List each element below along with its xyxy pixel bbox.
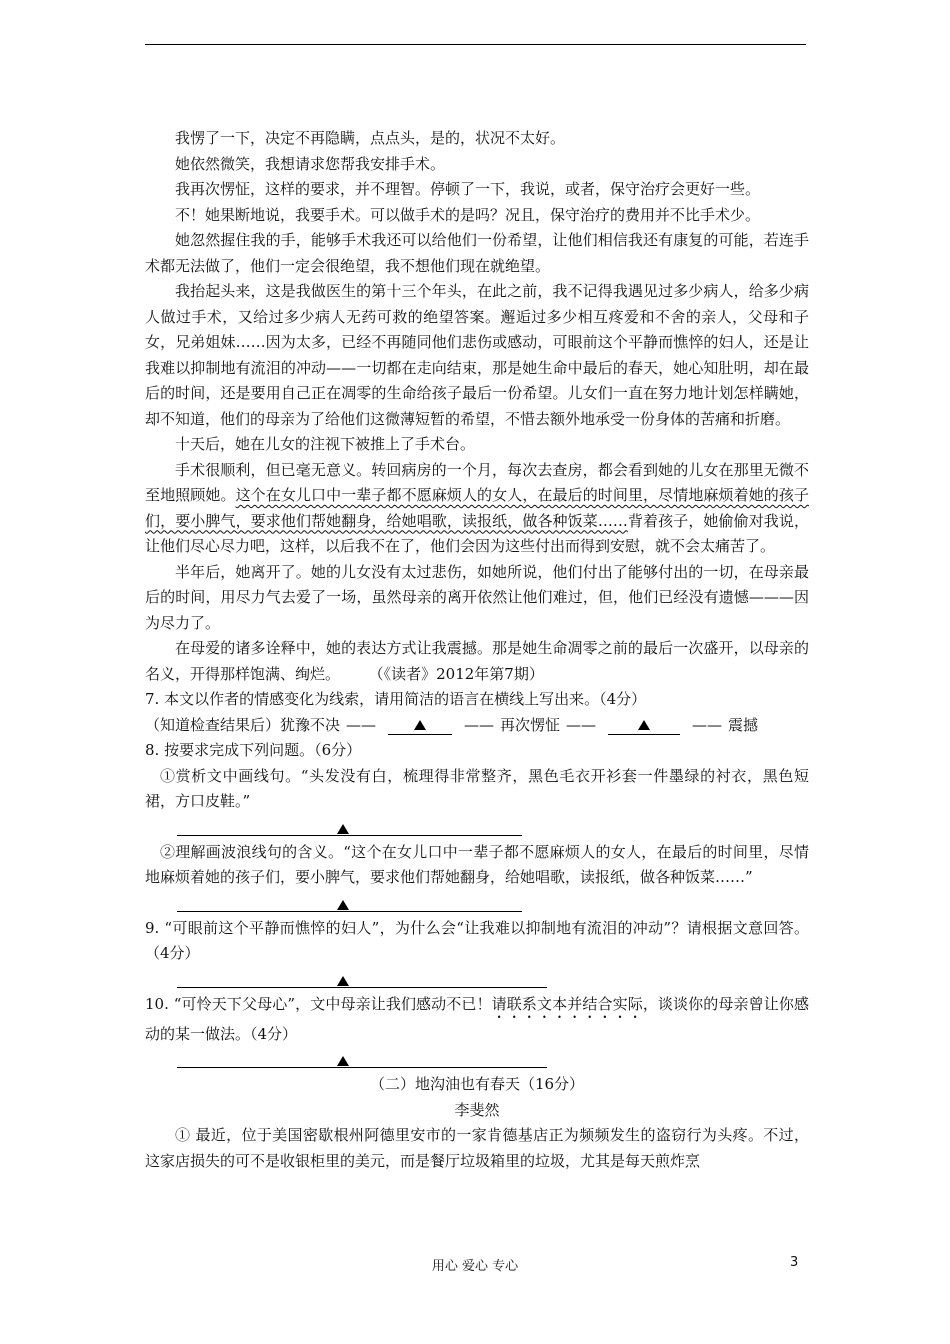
- question-8-1: ①赏析文中画线句。“头发没有白，梳理得非常整齐，黑色毛衣开衫套一件墨绿的衬衣，黑色短裙，方口皮鞋。”: [145, 766, 809, 810]
- paragraph: 半年后，她离开了。她的儿女没有太过悲伤，如她所说，他们付出了能够付出的一切，在母亲最后的时间，用尽力气去爱了一场，虽然母亲的离开依然让他们难过，但，他们已经没有遗憾———因为尽力了。: [145, 562, 809, 632]
- triangle-marker-icon: [638, 720, 650, 730]
- section-title: （二）地沟油也有春天（16分）: [369, 1075, 585, 1093]
- question-10: [145, 992, 809, 1048]
- answer-line[interactable]: [177, 891, 809, 916]
- paragraph-surgery: [145, 458, 809, 560]
- answer-underline: [177, 987, 547, 988]
- question-8: 8. 按要求完成下列问题。（6分）: [145, 741, 362, 759]
- answer-underline: [177, 911, 522, 912]
- paragraph: ① 最近，位于美国密歇根州阿德里安市的一家肯德基店正为频频发生的盗窃行为头疼。不过，这家店损失的可不是收银柜里的美元，而是餐厅垃圾箱里的垃圾，尤其是每天煎炸烹: [145, 1126, 809, 1170]
- answer-line[interactable]: [177, 1047, 809, 1072]
- chain-middle: 再次愣怔: [500, 715, 561, 734]
- chain-end: 震撼: [728, 715, 759, 734]
- chain-arrow: ——: [692, 715, 723, 734]
- chain-arrow: ——: [464, 715, 495, 734]
- answer-line[interactable]: [177, 815, 809, 840]
- text-segment: 在母爱的诸多诠释中，她的表达方式让我震撼。那是她生命凋零之前的最后一次盛开，以母亲的名义，开得那样饱满、绚烂。: [145, 639, 809, 683]
- author: 李斐然: [454, 1100, 500, 1119]
- emphasized-phrase: 请联系文本并结合实际: [491, 994, 643, 1013]
- answer-underline: [177, 1067, 547, 1068]
- paragraph: 我抬起头来，这是我做医生的第十三个年头，在此之前，我不记得我遇见过多少病人，给多少病人做过手术，又给过多少病人无药可救的绝望答案。邂逅过多少相互疼爱和不舍的亲人，父母和子女，兄弟姐妹……因为太多，已经不再随同他们悲伤或感动，可眼前这个平静而憔悴的妇人，还是让我难以抑制地有流泪的冲动——一切都在走向结束，那是她生命中最后的春天，她心知肚明，却在最后的时间，还是要用自己正在凋零的生命给孩子最后一份希望。儿女们一直在努力地计划怎样瞒她，却不知道，他们的母亲为了给他们这微薄短暂的希望，不惜去额外地承受一份身体的苦痛和折磨。: [145, 282, 809, 428]
- chain-start: （知道检查结果后）犹豫不决: [145, 715, 341, 734]
- paragraph: 我愣了一下，决定不再隐瞒，点点头，是的，状况不太好。: [175, 129, 566, 147]
- triangle-marker-icon: [414, 720, 426, 730]
- answer-line[interactable]: [177, 967, 809, 992]
- text-segment: ，谈谈你的母亲曾让你感动的某一做法。（4分）: [145, 994, 809, 1043]
- chain-arrow: ——: [346, 715, 377, 734]
- wavy-underlined-sentence: 这个在女儿口中一辈子都不愿麻烦人的女人，在最后的时间里，尽情地麻烦着她的孩子们，要小脾气，要求他们帮她翻身，给她唱歌，读报纸，做各种饭菜……: [145, 486, 809, 530]
- emotion-chain: [145, 713, 809, 739]
- source-citation: 《读者》2012年第7期）: [383, 664, 544, 683]
- footer-motto: 用心 爱心 专心: [431, 1259, 519, 1274]
- paragraph: 我再次愣怔，这样的要求，并不理智。停顿了一下，我说，或者，保守治疗会更好一些。: [175, 180, 761, 198]
- paragraph: 不！她果断地说，我要手术。可以做手术的是吗？况且，保守治疗的费用并不比手术少。: [175, 205, 761, 224]
- question-8-2: ②理解画波浪线句的含义。“这个在女儿口中一辈子都不愿麻烦人的女人，在最后的时间里，尽情地麻烦着她的孩子们，要小脾气，要求他们帮她翻身，给她唱歌，读报纸，做各种饭菜……”: [145, 842, 809, 886]
- answer-underline: [177, 835, 522, 836]
- header-rule: [145, 44, 806, 45]
- answer-blank[interactable]: [388, 716, 452, 735]
- text-segment: 手术很顺利，但已毫无意义。转回病房的一个月，每次去查房，都会看到她的儿女在那里无微不至地照顾她。: [145, 460, 809, 504]
- question-9: 9. “可眼前这个平静而憔悴的妇人”，为什么会“让我难以抑制地有流泪的冲动”？请根据文意回答。（4分）: [145, 918, 809, 962]
- page-content: [145, 126, 809, 1174]
- paragraph: 十天后，她在儿女的注视下被推上了手术台。: [175, 435, 476, 453]
- question-7: 7. 本文以作者的情感变化为线索，请用简洁的语言在横线上写出来。（4分）: [145, 690, 647, 708]
- triangle-marker-icon: [337, 824, 349, 834]
- paragraph-final: 在母爱的诸多诠释中，她的表达方式让我震撼。那是她生命凋零之前的最后一次盛开，以母亲的名义，开得那样饱满、绚烂。 （《读者》2012年第7期）: [145, 639, 809, 683]
- answer-blank[interactable]: [608, 716, 680, 735]
- text-segment: 10. “可怜天下父母心”，文中母亲让我们感动不已！: [145, 994, 492, 1013]
- text-segment: 背着孩子，她偷偷对我说，让他们尽心尽力吧，这样，以后我不在了，他们会因为这些付出而得到安慰，就不会太痛苦了。: [145, 511, 809, 555]
- triangle-marker-icon: [337, 1056, 349, 1066]
- paragraph: 她忽然握住我的手，能够手术我还可以给他们一份希望，让他们相信我还有康复的可能，若连手术都无法做了，他们一定会很绝望，我不想他们现在就绝望。: [145, 231, 809, 275]
- triangle-marker-icon: [337, 900, 349, 910]
- paragraph: 她依然微笑，我想请求您帮我安排手术。: [175, 154, 446, 173]
- page-number: 3: [790, 1255, 799, 1270]
- chain-arrow: ——: [566, 715, 597, 734]
- triangle-marker-icon: [337, 976, 349, 986]
